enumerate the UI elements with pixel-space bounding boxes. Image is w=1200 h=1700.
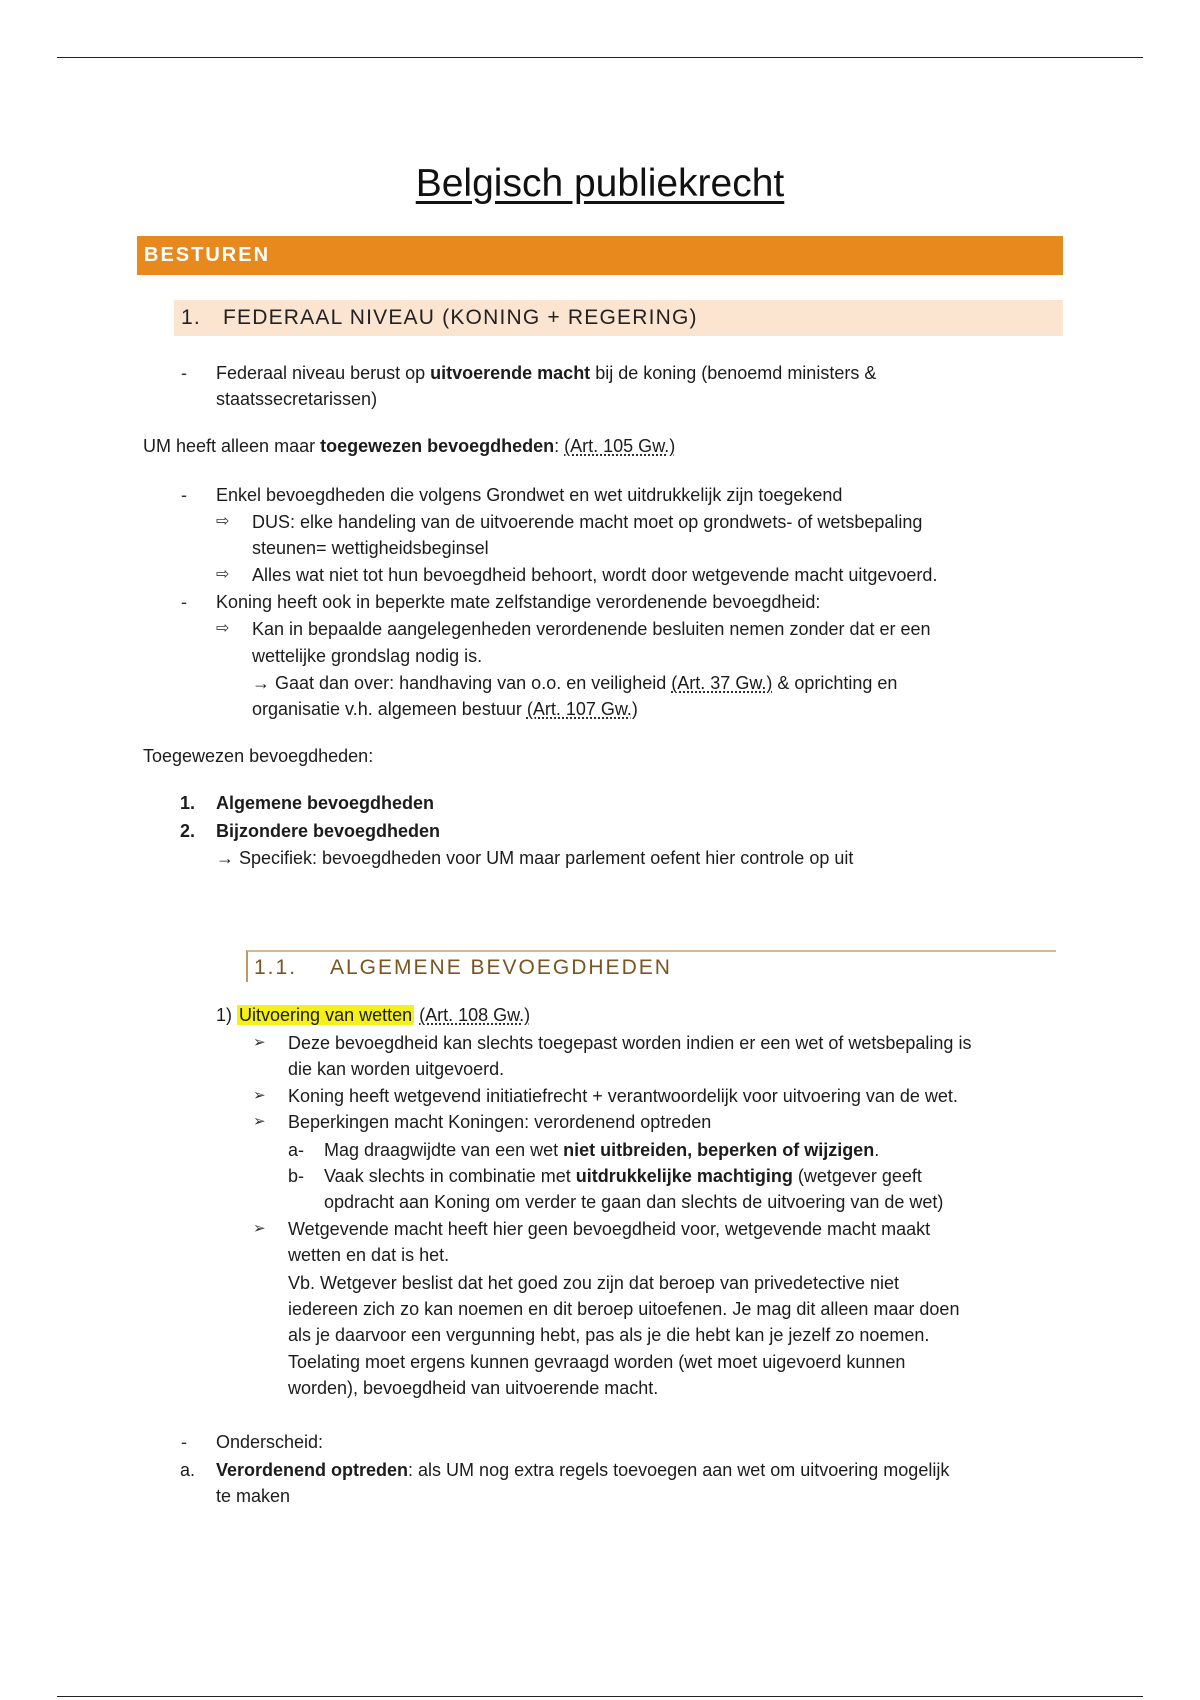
onderscheid-label: Onderscheid: <box>216 1432 324 1452</box>
b1-line-2: die kan worden uitgevoerd. <box>288 1059 505 1079</box>
section-band-besturen: BESTUREN <box>137 236 1063 275</box>
article-reference: (Art. 37 Gw.) <box>671 673 773 693</box>
kan-line-1: Kan in bepaalde aangelegenheden verordenende besluiten nemen zonder dat er een <box>252 619 931 639</box>
article-reference: (Art. 107 Gw.) <box>526 699 638 719</box>
dus-line-1: DUS: elke handeling van de uitvoerende macht moet op grondwets- of wetsbepaling <box>252 512 923 532</box>
sb-line-1: Vaak slechts in combinatie met uitdrukkelijke machtiging (wetgever geeft <box>324 1166 922 1186</box>
list-marker: a. <box>180 1460 196 1480</box>
heading-text: FEDERAAL NIVEAU (KONING + REGERING) <box>223 306 698 329</box>
b4-line-2: wetten en dat is het. <box>288 1245 450 1265</box>
b1-line-1: Deze bevoegdheid kan slechts toegepast worden indien er een wet of wetsbepaling is <box>288 1033 972 1053</box>
arrow-icon: ⇨ <box>216 620 230 637</box>
enkel-line: Enkel bevoegdheden die volgens Grondwet en wet uitdrukkelijk zijn toegekend <box>216 485 843 505</box>
list-item: Bijzondere bevoegdheden <box>216 821 441 841</box>
heading-algemene-bevoegdheden <box>246 950 1056 982</box>
list-number: 2. <box>180 821 196 841</box>
kan-line-2: wettelijke grondslag nodig is. <box>252 646 483 666</box>
heading-number: 1. <box>181 306 201 329</box>
b3-line: Beperkingen macht Koningen: verordenend optreden <box>288 1112 712 1132</box>
kan-line-3: → Gaat dan over: handhaving van o.o. en veiligheid (Art. 37 Gw.) & oprichting en <box>252 673 898 693</box>
intro-line-1: Federaal niveau berust op uitvoerende macht bij de koning (benoemd ministers & <box>216 363 877 383</box>
kan-line-4: organisatie v.h. algemeen bestuur (Art. 107 Gw.) <box>252 699 638 719</box>
b2-line: Koning heeft wetgevend initiatiefrecht + verantwoordelijk voor uitvoering van de wet. <box>288 1086 958 1106</box>
dus-line-2: steunen= wettigheidsbeginsel <box>252 538 489 558</box>
dash-marker: - <box>181 363 187 383</box>
article-reference: (Art. 105 Gw.) <box>564 436 676 456</box>
list-item: Algemene bevoegdheden <box>216 793 435 813</box>
list-number: 1. <box>180 793 196 813</box>
vb-line: iedereen zich zo kan noemen en dit beroep uitoefenen. Je mag dit alleen maar doen <box>288 1299 960 1319</box>
intro-line-2: staatssecretarissen) <box>216 389 378 409</box>
article-reference: (Art. 108 Gw.) <box>419 1005 531 1025</box>
um-paragraph: UM heeft alleen maar toegewezen bevoegdheden: (Art. 105 Gw.) <box>143 436 676 456</box>
vb-line: worden), bevoegdheid van uitvoerende macht. <box>288 1378 659 1398</box>
sub-marker: b- <box>288 1166 305 1186</box>
dash-marker: - <box>181 485 187 505</box>
item-uitvoering: 1) Uitvoering van wetten (Art. 108 Gw.) <box>216 1005 531 1025</box>
koning-line: Koning heeft ook in beperkte mate zelfstandige verordenende bevoegdheid: <box>216 592 821 612</box>
dash-marker: - <box>181 1432 187 1452</box>
verord-line-2: te maken <box>216 1486 291 1506</box>
pointer-icon: ➢ <box>253 1220 266 1237</box>
arrow-icon: ⇨ <box>216 513 230 530</box>
sub-marker: a- <box>288 1140 305 1160</box>
arrow-icon: ⇨ <box>216 566 230 583</box>
heading-number: 1.1. <box>254 956 298 979</box>
pointer-icon: ➢ <box>253 1113 266 1130</box>
page-bottom-rule <box>57 1696 1143 1697</box>
page-top-rule <box>57 57 1143 58</box>
sa-line: Mag draagwijdte van een wet niet uitbreiden, beperken of wijzigen. <box>324 1140 880 1160</box>
vb-line: Toelating moet ergens kunnen gevraagd worden (wet moet uigevoerd kunnen <box>288 1352 906 1372</box>
specifiek-line: → Specifiek: bevoegdheden voor UM maar parlement oefent hier controle op uit <box>216 848 854 868</box>
page-title: Belgisch publiekrecht <box>415 162 785 205</box>
heading-text: ALGEMENE BEVOEGDHEDEN <box>330 956 672 979</box>
pointer-icon: ➢ <box>253 1034 266 1051</box>
verord-line-1: Verordenend optreden: als UM nog extra regels toevoegen aan wet om uitvoering mogelijk <box>216 1460 950 1480</box>
dash-marker: - <box>181 592 187 612</box>
heading-federaal-niveau <box>174 300 1063 336</box>
highlight: Uitvoering van wetten <box>239 1005 413 1025</box>
b4-line-1: Wetgevende macht heeft hier geen bevoegdheid voor, wetgevende macht maakt <box>288 1219 931 1239</box>
sb-line-2: opdracht aan Koning om verder te gaan dan slechts de uitvoering van de wet) <box>324 1192 944 1212</box>
alles-line: Alles wat niet tot hun bevoegdheid behoort, wordt door wetgevende macht uitgevoerd. <box>252 565 938 585</box>
toegewezen-label: Toegewezen bevoegdheden: <box>143 746 374 766</box>
vb-line: Vb. Wetgever beslist dat het goed zou zijn dat beroep van privedetective niet <box>288 1273 900 1293</box>
vb-line: als je daarvoor een vergunning hebt, pas als je die hebt kan je jezelf zo noemen. <box>288 1325 930 1345</box>
pointer-icon: ➢ <box>253 1087 266 1104</box>
